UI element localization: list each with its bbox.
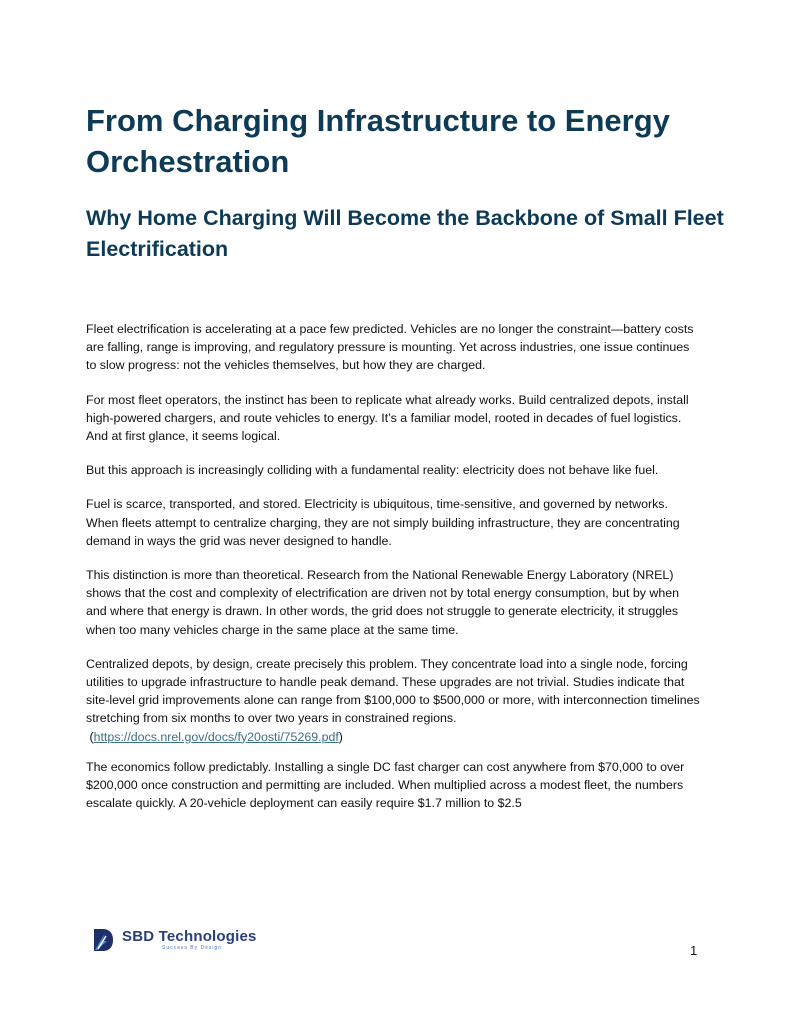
citation-open: ( bbox=[86, 729, 94, 744]
paragraph-text: Centralized depots, by design, create precisely this problem. They concentrate load into a single node, forcing utilities to upgrade infrastructure to handle peak demand. These upgrades are not trivial. Studies indicate that site-level grid improvements alone can range from $100,000 to $500,000 or more, with interconnection timelines stretching from six months to over two years in constrained regions. bbox=[86, 656, 700, 726]
citation-close: ) bbox=[338, 729, 343, 744]
paragraph: For most fleet operators, the instinct has been to replicate what already works. Build centralized depots, install high-powered chargers, and route vehicles to energy. It’s a familiar model, rooted in decades of fuel logistics. And at first glance, it seems logical. bbox=[86, 392, 689, 444]
footer-logo bbox=[92, 928, 257, 952]
citation-link[interactable]: https://docs.nrel.gov/docs/fy20osti/75269.pdf bbox=[93, 729, 339, 744]
paragraph: But this approach is increasingly colliding with a fundamental reality: electricity does not behave like fuel. bbox=[86, 463, 659, 478]
document-body bbox=[86, 320, 701, 828]
paragraph: Fuel is scarce, transported, and stored. Electricity is ubiquitous, time-sensitive, and governed by networks. When fleets attempt to centralize charging, they are not simply building infrastructure, they are concentrating demand in ways the grid was never designed to handle. bbox=[86, 497, 680, 548]
paragraph: This distinction is more than theoretical. Research from the National Renewable Energy Laboratory (NREL) shows that the cost and complexity of electrification are driven not by total energy consumption, but by when and where that energy is drawn. In other words, the grid does not struggle to generate electricity, it struggles when too many vehicles charge in the same place at the same time. bbox=[86, 568, 680, 637]
sbd-d-logo-icon bbox=[92, 928, 114, 952]
document-title: From Charging Infrastructure to Energy Orchestration bbox=[86, 103, 670, 179]
logo-text bbox=[122, 929, 257, 951]
brand-tagline: Success By Design bbox=[162, 945, 223, 951]
brand-name: SBD Technologies bbox=[122, 928, 257, 945]
paragraph: The economics follow predictably. Installing a single DC fast charger can cost anywhere from $70,000 to over $200,000 once construction and permitting are included. When multiplied across a modest fleet, the numbers escalate quickly. A 20-vehicle deployment can easily require $1.7 million to $2.5 bbox=[86, 759, 685, 811]
paragraph: Fleet electrification is accelerating at a pace few predicted. Vehicles are no longer the constraint—battery costs are falling, range is improving, and regulatory pressure is mounting. Yet across industries, one issue continues to slow progress: not the vehicles themselves, but how they are charged. bbox=[86, 322, 694, 373]
page-number: 1 bbox=[690, 943, 698, 958]
document-subtitle: Why Home Charging Will Become the Backbone of Small Fleet Electrification bbox=[86, 206, 724, 261]
paragraph-with-citation bbox=[86, 655, 701, 746]
